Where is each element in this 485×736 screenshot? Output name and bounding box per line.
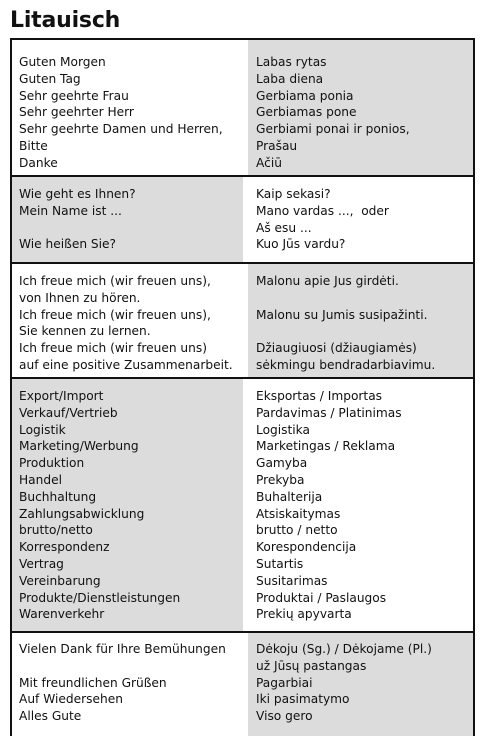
german-term: Korrespondenz — [19, 540, 110, 555]
german-phrase: Ich freue mich (wir freuen uns), — [19, 274, 211, 288]
section-introductions — [12, 177, 473, 262]
lithuanian-phrase: Iki pasimatymo — [256, 692, 350, 707]
german-term: Vereinbarung — [19, 573, 101, 588]
lithuanian-term: brutto / netto — [256, 523, 338, 538]
german-phrase: Mein Name ist ... — [19, 203, 122, 218]
german-phrase: Guten Tag — [19, 71, 81, 86]
german-term: Export/Import — [19, 389, 104, 403]
german-phrase: Auf Wiedersehen — [19, 692, 123, 707]
german-term: Verkauf/Vertrieb — [19, 405, 118, 420]
german-phrase: Alles Gute — [19, 709, 82, 724]
lithuanian-phrase: Prašau — [256, 138, 298, 153]
german-phrase: Ich freue mich (wir freuen uns) — [19, 341, 207, 356]
german-term: brutto/netto — [19, 523, 93, 538]
lithuanian-phrase: Ačiū — [256, 155, 282, 170]
german-phrase — [19, 220, 243, 237]
section-closings — [12, 633, 473, 736]
lithuanian-phrase: Mano vardas ..., oder — [256, 203, 389, 218]
lithuanian-phrase: Kaip sekasi? — [256, 187, 331, 201]
page-title: Litauisch — [10, 8, 121, 33]
lithuanian-phrase: Pagarbiai — [256, 675, 313, 690]
lithuanian-term: Buhalterija — [256, 489, 323, 504]
german-phrase: Wie heißen Sie? — [19, 237, 117, 252]
german-phrase: Danke — [19, 155, 58, 170]
lithuanian-phrase — [256, 323, 473, 340]
german-term: Zahlungsabwicklung — [19, 506, 145, 521]
lithuanian-term: Gamyba — [256, 456, 308, 471]
lithuanian-phrase: Labas rytas — [256, 55, 327, 69]
lithuanian-phrase: Gerbiamas pone — [256, 105, 357, 120]
lithuanian-phrase: Malonu apie Jus girdėti. — [256, 274, 399, 288]
lithuanian-term: Prekyba — [256, 472, 305, 487]
german-phrase: Sie kennen zu lernen. — [19, 324, 151, 339]
section-greetings — [12, 40, 473, 175]
lithuanian-term: Produktai / Paslaugos — [256, 590, 387, 605]
german-phrase: Sehr geehrte Frau — [19, 88, 129, 103]
german-term: Produkte/Dienstleistungen — [19, 590, 181, 605]
german-phrase: Ich freue mich (wir freuen uns), — [19, 307, 211, 322]
german-phrase: Wie geht es Ihnen? — [19, 187, 136, 201]
lithuanian-phrase: už Jūsų pastangas — [256, 658, 367, 673]
lithuanian-column — [248, 633, 473, 736]
lithuanian-phrase: Aš esu ... — [256, 220, 312, 235]
german-column — [12, 264, 243, 377]
german-column — [12, 40, 243, 175]
lithuanian-term: Prekių apyvarta — [256, 607, 352, 622]
lithuanian-term: Logistika — [256, 422, 310, 437]
german-term: Marketing/Werbung — [19, 439, 139, 454]
german-term: Buchhaltung — [19, 489, 97, 504]
lithuanian-column — [248, 40, 473, 175]
lithuanian-term: Atsiskaitymas — [256, 506, 341, 521]
lithuanian-term: Marketingas / Reklama — [256, 439, 396, 454]
lithuanian-phrase: Viso gero — [256, 709, 313, 724]
german-term: Warenverkehr — [19, 607, 105, 622]
german-term: Produktion — [19, 456, 85, 471]
german-phrase: Guten Morgen — [19, 55, 106, 69]
lithuanian-phrase: Kuo Jūs vardu? — [256, 237, 346, 252]
lithuanian-phrase: Malonu su Jumis susipažinti. — [256, 307, 428, 322]
german-phrase: Vielen Dank für Ihre Bemühungen — [19, 642, 226, 656]
german-phrase: Bitte — [19, 138, 48, 153]
german-term: Vertrag — [19, 556, 64, 571]
lithuanian-phrase: Gerbiami ponai ir ponios, — [256, 122, 410, 137]
section-business-terms — [12, 379, 473, 631]
section-pleasure — [12, 264, 473, 377]
lithuanian-column — [248, 379, 473, 631]
lithuanian-phrase: Laba diena — [256, 71, 324, 86]
lithuanian-term: Eksportas / Importas — [256, 389, 383, 403]
lithuanian-column — [248, 177, 473, 262]
german-column — [12, 177, 243, 262]
german-phrase: Mit freundlichen Grüßen — [19, 675, 167, 690]
lithuanian-phrase: sėkmingu bendradarbiavimu. — [256, 357, 436, 372]
german-phrase: Sehr geehrte Damen und Herren, — [19, 122, 223, 137]
german-phrase: auf eine positive Zusammenarbeit. — [19, 357, 233, 372]
lithuanian-term: Pardavimas / Platinimas — [256, 405, 402, 420]
german-column — [12, 633, 243, 736]
lithuanian-phrase: Gerbiama ponia — [256, 88, 354, 103]
german-phrase — [19, 658, 243, 675]
german-phrase: von Ihnen zu hören. — [19, 290, 141, 305]
german-phrase: Sehr geehrter Herr — [19, 105, 134, 120]
lithuanian-term: Korespondencija — [256, 540, 357, 555]
lithuanian-phrase: Džiaugiuosi (džiaugiamės) — [256, 341, 417, 356]
german-term: Logistik — [19, 422, 66, 437]
lithuanian-phrase: Dėkoju (Sg.) / Dėkojame (Pl.) — [256, 642, 432, 656]
lithuanian-term: Susitarimas — [256, 573, 328, 588]
german-term: Handel — [19, 472, 62, 487]
phrase-table — [10, 38, 475, 736]
german-column — [12, 379, 243, 631]
lithuanian-term: Sutartis — [256, 556, 304, 571]
lithuanian-column — [248, 264, 473, 377]
lithuanian-phrase — [256, 290, 473, 307]
